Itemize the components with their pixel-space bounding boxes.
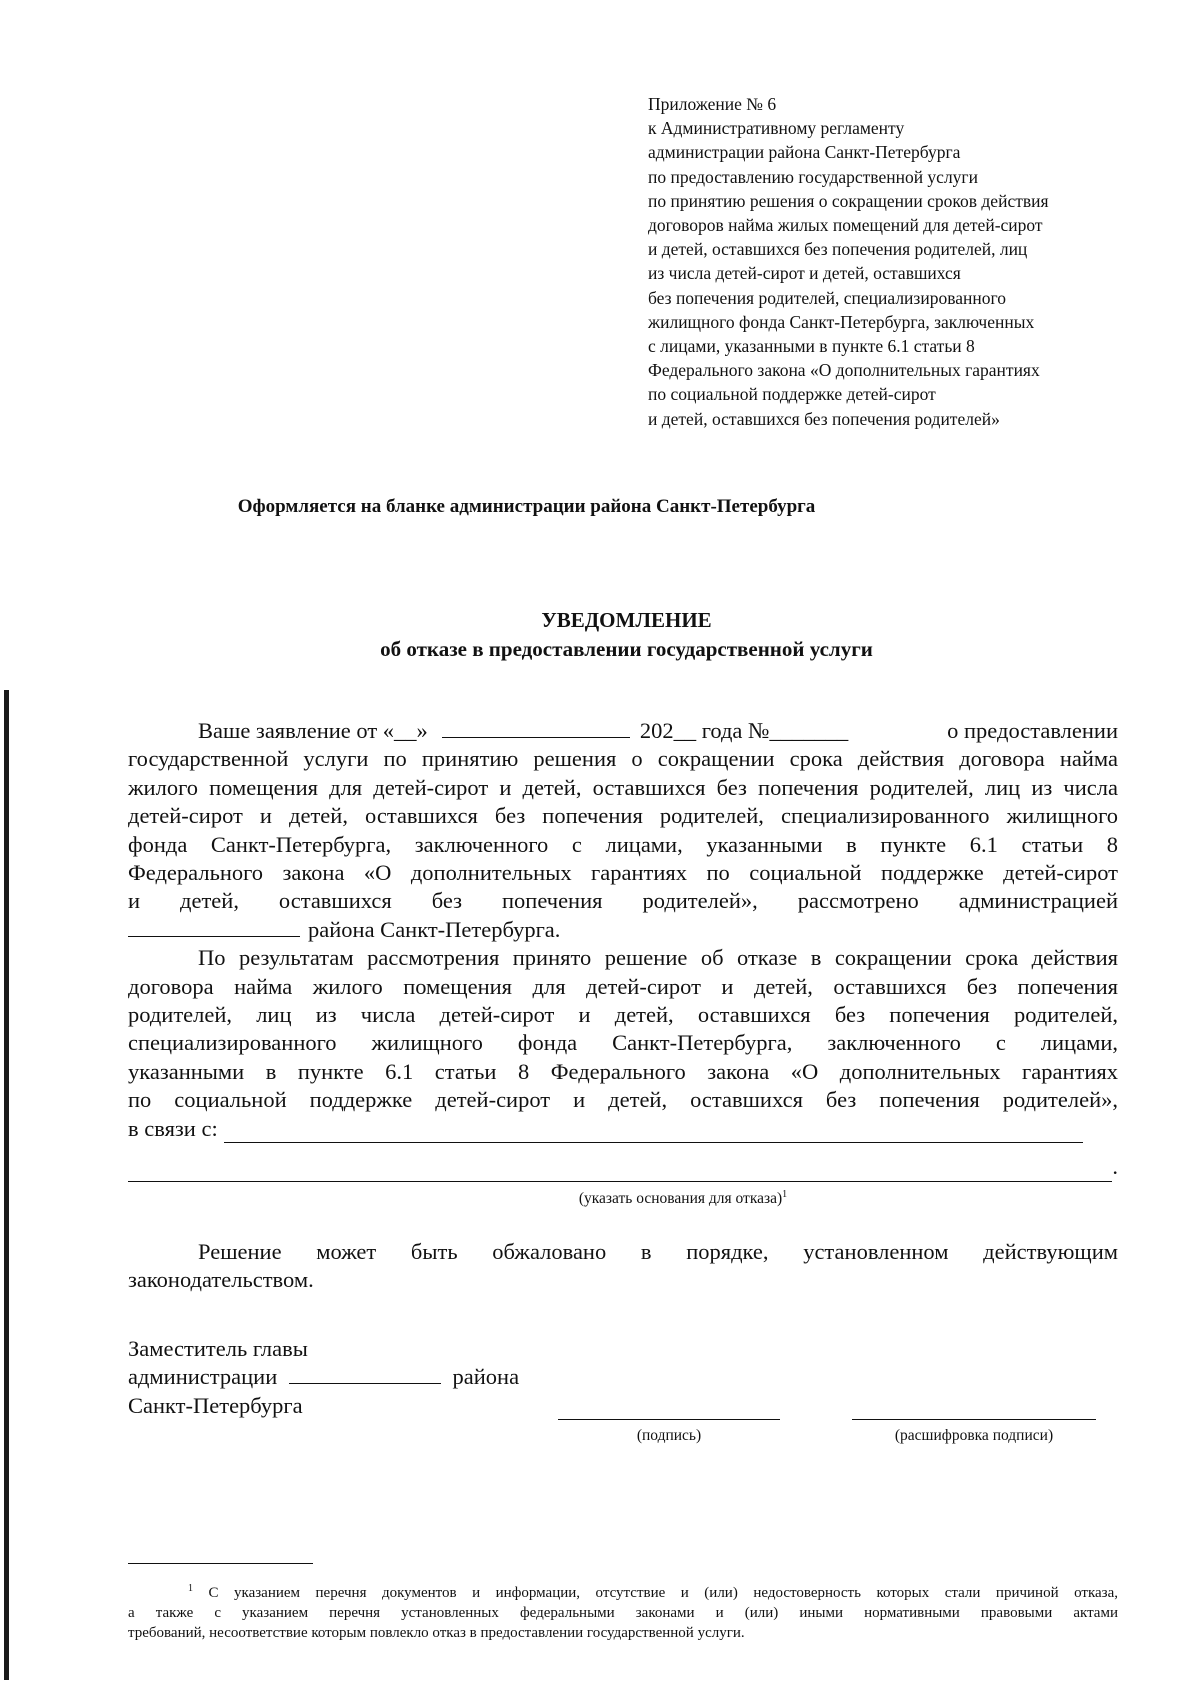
para1-first-tail: о предоставлении bbox=[947, 718, 1118, 743]
signer-district: района bbox=[452, 1364, 520, 1390]
reason-line-1 bbox=[128, 1115, 1083, 1143]
appendix-line: жилищного фонда Санкт-Петербурга, заключенных bbox=[648, 311, 1035, 332]
signature-line bbox=[558, 1418, 780, 1420]
signer-city: Санкт-Петербурга bbox=[128, 1392, 303, 1418]
footnote-line bbox=[128, 1579, 1118, 1603]
appendix-line: с лицами, указанными в пункте 6.1 статьи 8 bbox=[648, 336, 975, 357]
appendix-line: Приложение № 6 bbox=[648, 94, 777, 114]
application-date-label: Ваше заявление от «__» bbox=[198, 718, 428, 743]
reason-blank-2 bbox=[128, 1175, 1112, 1182]
notice-body bbox=[128, 717, 1118, 1294]
para1-line: жилого помещения для детей-сирот и детей, оставшихся без попечения родителей, лиц из числа bbox=[128, 774, 1118, 800]
appendix-line: к Административному регламенту bbox=[648, 118, 905, 139]
application-number-label: 202__ года №_______ bbox=[639, 718, 849, 743]
para1-line: детей-сирот и детей, оставшихся без попечения родителей, специализированного жилищного bbox=[128, 803, 1118, 829]
para1-line: фонда Санкт-Петербурга, заключенного с лицами, указанными в пункте 6.1 статьи 8 bbox=[128, 831, 1118, 857]
footnote-line: а также с указанием перечня установленных федеральными законами и (или) иными нормативными правовыми актами bbox=[128, 1605, 1118, 1621]
footnote-ref: 1 bbox=[782, 1188, 788, 1200]
para2-line: родителей, лиц из числа детей-сирот и детей, оставшихся без попечения родителей, bbox=[128, 1002, 1118, 1028]
para2-line: договора найма жилого помещения для детей-сирот и детей, оставшихся без попечения bbox=[128, 973, 1118, 999]
footnote bbox=[128, 1579, 1118, 1643]
para1-last-line bbox=[128, 916, 1118, 944]
footnote-rule bbox=[128, 1563, 313, 1564]
appendix-line: администрации района Санкт-Петербурга bbox=[648, 142, 961, 163]
document-title bbox=[250, 606, 1003, 664]
footnote-text: С указанием перечня документов и информации, отсутствие и (или) недостоверность которых стали причиной отказа, bbox=[208, 1585, 1119, 1601]
para1-first-line bbox=[128, 717, 1118, 745]
footnote-last-line: требований, несоответствие которым повлекло отказ в предоставлении государственной услуги. bbox=[128, 1625, 745, 1641]
appendix-line: без попечения родителей, специализированного bbox=[648, 287, 1006, 308]
application-date-blank bbox=[442, 717, 630, 738]
reason-blank bbox=[224, 1122, 1083, 1143]
signature-decode-caption: (расшифровка подписи) bbox=[894, 1427, 1054, 1444]
para2-line: указанными в пункте 6.1 статьи 8 Федерального закона «О дополнительных гарантиях bbox=[128, 1058, 1118, 1084]
footnote-mark: 1 bbox=[188, 1583, 193, 1594]
district-blank bbox=[128, 916, 300, 937]
appendix-line: из числа детей-сирот и детей, оставшихся bbox=[648, 263, 961, 284]
blank-note: Оформляется на бланке администрации района Санкт-Петербурга bbox=[237, 496, 816, 517]
signature-block bbox=[128, 1335, 1118, 1420]
appendix-line: и детей, оставшихся без попечения родителей» bbox=[648, 408, 1000, 429]
para2-line: специализированного жилищного фонда Санкт-Петербурга, заключенного с лицами, bbox=[128, 1030, 1118, 1056]
reason-line-2 bbox=[128, 1153, 1118, 1181]
appendix-header bbox=[648, 92, 1168, 431]
appendix-line: и детей, оставшихся без попечения родителей, лиц bbox=[648, 239, 1028, 260]
district-label: района Санкт-Петербурга. bbox=[308, 916, 561, 942]
signer-district-blank bbox=[289, 1363, 441, 1384]
appeal-line-2: законодательством. bbox=[128, 1267, 314, 1293]
para2-line: По результатам рассмотрения принято решение об отказе в сокращении срока действия bbox=[198, 945, 1118, 971]
title-sub: об отказе в предоставлении государственной услуги bbox=[380, 637, 873, 661]
scan-margin-bar bbox=[4, 690, 9, 1680]
appendix-line: договоров найма жилых помещений для детей-сирот bbox=[648, 215, 1043, 236]
signature-caption: (подпись) bbox=[636, 1427, 702, 1444]
appeal-line: Решение может быть обжаловано в порядке, установленном действующим bbox=[198, 1238, 1118, 1264]
signer-title: Заместитель главы bbox=[128, 1336, 308, 1361]
para1-line: Федерального закона «О дополнительных гарантиях по социальной поддержке детей-сирот bbox=[128, 860, 1118, 886]
signer-admin-line bbox=[128, 1363, 1118, 1391]
para1-line: государственной услуги по принятию решения о сокращении срока действия договора найма bbox=[128, 746, 1118, 772]
title-main: УВЕДОМЛЕНИЕ bbox=[541, 608, 712, 632]
appendix-line: по социальной поддержке детей-сирот bbox=[648, 384, 936, 405]
reason-caption bbox=[128, 1186, 1118, 1208]
appendix-line: по предоставлению государственной услуги bbox=[648, 166, 978, 187]
reason-label: в связи с: bbox=[128, 1115, 218, 1141]
signer-admin: администрации bbox=[128, 1364, 278, 1390]
signature-decode-line bbox=[852, 1418, 1096, 1420]
para1-line: и детей, оставшихся без попечения родителей», рассмотрено администрацией bbox=[128, 888, 1118, 914]
reason-caption-text: (указать основания для отказа) bbox=[578, 1189, 783, 1207]
appendix-line: Федерального закона «О дополнительных гарантиях bbox=[648, 360, 1040, 381]
para2-line: по социальной поддержке детей-сирот и детей, оставшихся без попечения родителей», bbox=[128, 1087, 1118, 1113]
reason-end: . bbox=[1112, 1154, 1118, 1180]
appendix-line: по принятию решения о сокращении сроков действия bbox=[648, 190, 1049, 211]
